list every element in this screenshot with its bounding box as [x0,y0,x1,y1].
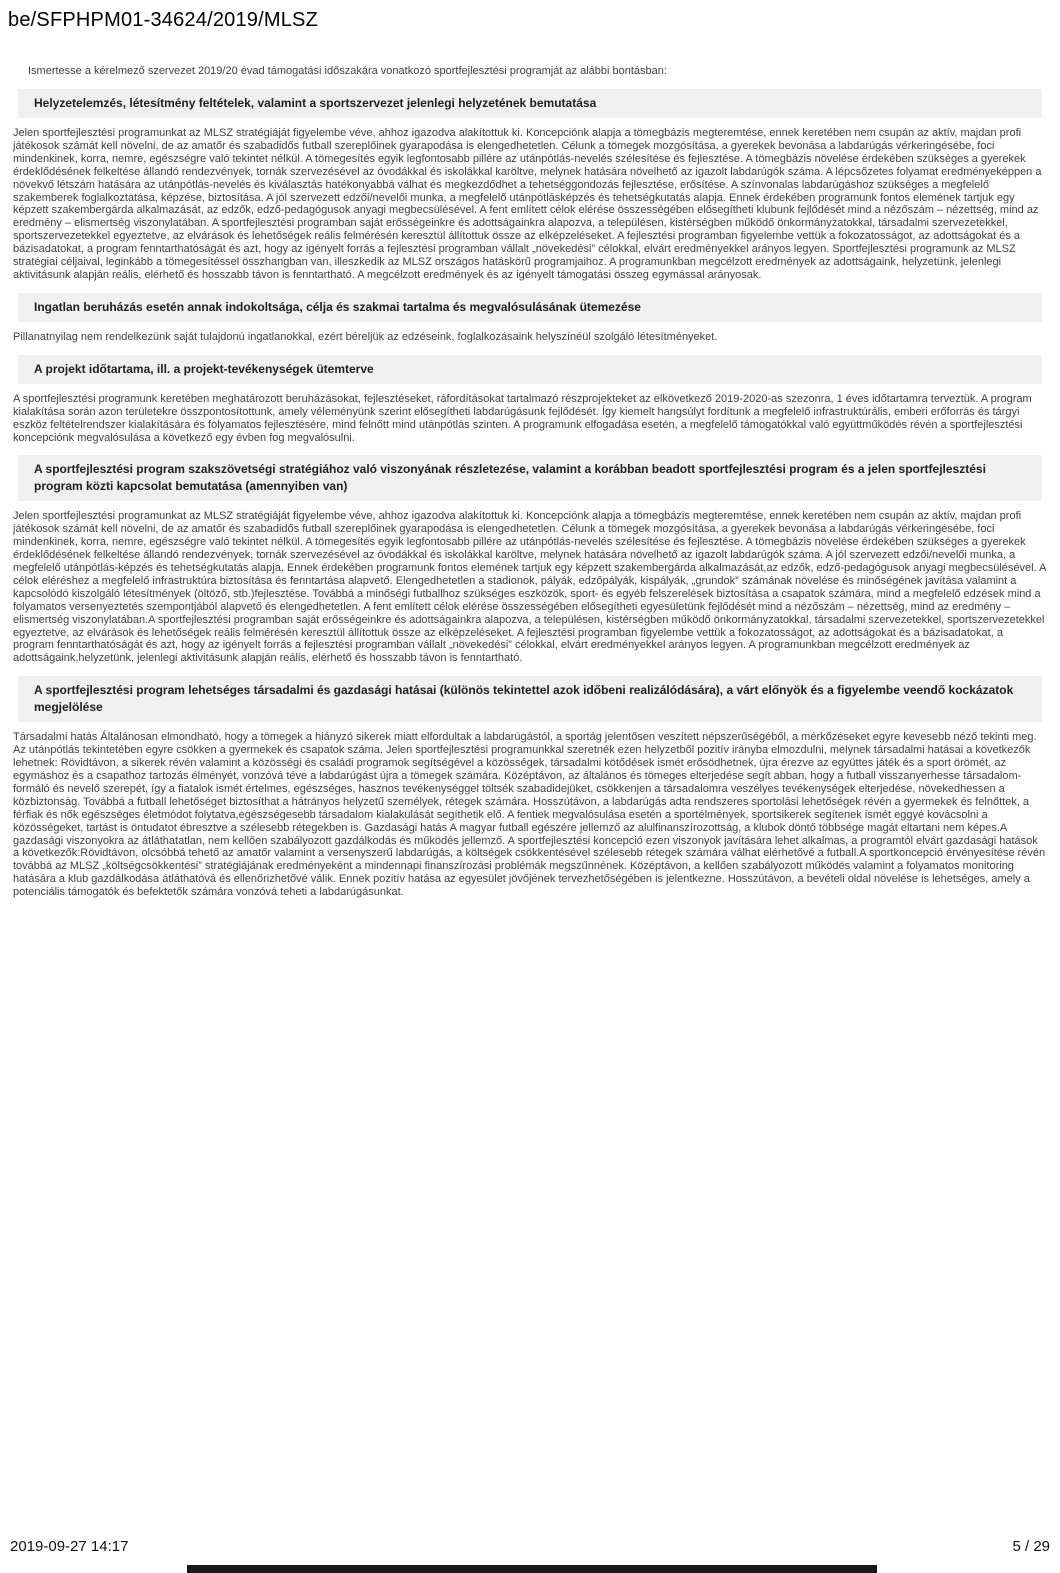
section-header: Ingatlan beruházás esetén annak indokoltsága, célja és szakmai tartalma és megvalósulásának ütemezése [18,293,1042,322]
section-header: A sportfejlesztési program lehetséges társadalmi és gazdasági hatásai (különös tekintettel azok időbeni realizálódására), a várt előnyök és a figyelembe veendő kockázatok megjelölése [18,676,1042,722]
section-header: Helyzetelemzés, létesítmény feltételek, valamint a sportszervezet jelenlegi helyzetének bemutatása [18,89,1042,118]
section-body: Jelen sportfejlesztési programunkat az MLSZ stratégiáját figyelembe véve, ahhoz igazodva alakítottuk ki. Koncepciónk alapja a tömegbázis megteremtése, ennek keretében nem csupán az aktív, majdan profi játékosok számát kell növelni, de az amatőr és szabadidős futball szereplőinek gyarapodása is elengedhetetlen. Célunk a tömegek mozgósítása, a gyerekek bevonása a labdarúgás vérkeringésébe, foci mindenkinek, korra, nemre, egészségre való tekintet nélkül. A tömegesítés egyik legfontosabb pillére az utánpótlás-nevelés szélesítése és fejlesztése. A tömegbázis növelése érdekében szükséges a gyerekek érdeklődésének felkeltése állandó rendezvények, tornák szervezésével az óvodákkal és iskolákkal karöltve, melynek hatására növelhető az igazolt labdarúgók száma. A jól szervezett edzői/nevelői munka, a megfelelő utánpótlás-képzés és tehetségkutatás alapja. Ennek érdekében programunk fontos elemének tartjuk egy képzett szakembergárda alkalmazását,az edzők, edző-pedagógusok anyagi megbecsülésével. A célok eléréshez a megfelelő infrastruktúra biztosítása és fenntartása alapvető. Elengedhetetlen a stadionok, pályák, edzőpályák, kispályák, „grundok” számának növelése és minőségének javítása valamint a kapcsolódó kiszolgáló létesítmények (öltöző, stb.)fejlesztése. Továbbá a minőségi futballhoz szükséges eszközök, sport- és egyéb felszerelések biztosítása a csapatok számára, mind a megfelelő edzések mind a folyamatos versenyeztetés szempontjából alapvető és elengedhetetlen. A fent említett célok elérése összességében elősegítheti egyesületünk fejlődését mind a nézőszám – nézettség, mind az eredmény – elismertség viszonylatában.A sportfejlesztési programban saját erősségeinkre és adottságainkra alapozva, a településen, kistérségben működő önkormányzatokkal, társadalmi szervezetekkel, sportszervezetekkel egyeztetve, az elvárások és lehetőségek reális felmérésén keresztül állítottuk össze az elképzeléseket. A fejlesztési programban figyelembe vettük a fokozatosságot, az adottságokat és a bázisadatokat, a program fenntarthatóságát és azt, hogy az igényelt forrás a fejlesztési programban vállalt „növekedési” célokkal, elvárt eredményekkel arányos legyen. A programunkban megcélzott eredmények az adottságaink,helyzetünk, jelenlegi aktivitásunk alapján reális, elérhető és hosszabb távon is fenntartható. [13,510,1046,665]
section-real-estate-investment [0,293,1060,344]
section-federation-strategy-relation [0,455,1060,665]
section-situation-analysis [0,89,1060,282]
section-body: Jelen sportfejlesztési programunkat az MLSZ stratégiáját figyelembe véve, ahhoz igazodva alakítottuk ki. Koncepciónk alapja a tömegbázis megteremtése, ennek keretében nem csupán az aktív, majdan profi játékosok számát kell növelni, de az amatőr és szabadidős futball szereplőinek gyarapodása is elengedhetetlen. Célunk a tömegek mozgósítása, a gyerekek bevonása a labdarúgás vérkeringésébe, foci mindenkinek, korra, nemre, egészségre való tekintet nélkül. A tömegesítés egyik legfontosabb pillére az utánpótlás-nevelés szélesítése és fejlesztése. A tömegbázis növelése érdekében szükséges a gyerekek érdeklődésének felkeltése állandó rendezvények, tornák szervezésével az óvodákkal és iskolákkal karöltve, melynek hatására növelhető az igazolt labdarúgók száma. A lépcsőzetes folyamat eredményeképpen a növekvő létszám hatására az utánpótlás-nevelés és kiválasztás hatékonyabbá válhat és megkezdődhet a tehetséggondozás fejlesztése, erősítése. A színvonalas labdarúgáshoz szükséges a megfelelő szakemberek foglalkoztatása, képzése, biztosítása. A jól szervezett edzői/nevelői munka, a megfelelő utánpótlásképzés és tehetségkutatás alapja. Ennek érdekében programunk fontos elemének tartjuk egy képzett szakembergárda alkalmazását, az edzők, edző-pedagógusok anyagi megbecsülésével. A fent említett célok elérése összességében elősegítheti klubunk fejlődését mind a nézőszám – nézettség, mind az eredmény – elismertség viszonylatában. A sportfejlesztési programban saját erősségeinkre és adottságainkra alapozva, a településen, kistérségben működő önkormányzatokkal, társadalmi szervezetekkel, sportszervezetekkel egyeztetve, az elvárások és lehetőségek reális felmérésén keresztül állítottuk össze az elképzeléseket. A fejlesztési programban figyelembe vettük a fokozatosságot, az adottságokat és a bázisadatokat, a program fenntarthatóságát és azt, hogy az igényelt forrás a fejlesztési programban vállalt „növekedési” célokkal, elvárt eredményekkel arányos legyen. Sportfejlesztési programunk az MLSZ stratégiai céljaival, leginkább a tömegesítéssel összhangban van, illeszkedik az MLSZ országos hatáskörű programjaihoz. A programunkban megcélzott eredmények az adottságaink, helyzetünk, jelenlegi aktivitásunk alapján reális, elérhető és hosszabb távon is fenntartható. A megcélzott eredmények és az igényelt támogatási összeg egymással arányosak. [13,127,1042,281]
section-body: Pillanatnyilag nem rendelkezünk saját tulajdonú ingatlanokkal, ezért béreljük az edzéseink, foglalkozásaink helyszínéül szolgáló létesítményeket. [13,330,718,343]
section-project-timeline [0,355,1060,445]
footer-timestamp: 2019-09-27 14:17 [10,1538,129,1555]
section-body: Társadalmi hatás Általánosan elmondható, hogy a tömegek a hiányzó sikerek miatt elfordultak a labdarúgástól, a sportág jelentősen veszített népszerűségéből, a mérkőzéseket egyre kevesebb néző tekinti meg. Az utánpótlás tekintetében egyre csökken a gyermekek és csapatok száma. Jelen sportfejlesztési programunkkal szeretnék ezen helyzetből pozitív irányba elmozdulni, melynek társadalmi hatásai a következők lehetnek: Rövidtávon, a sikerek révén valamint a közösségi és családi programok segítségével a közösségek, társadalmi kötődések ismét erősödhetnek, újra érezve az együttes játék és a sport örömét, az egymáshoz és a csapathoz tartozás élményét, vonzóvá téve a labdarúgást újra a tömegek számára. Középtávon, az általános és tömeges elterjedése segít abban, hogy a futball visszanyerhesse társadalom-formáló és nevelő szerepét, így a fiatalok ismét értelmes, egészséges, hasznos tevékenységgel töltsék szabadidejüket, csökkenjen a társadalomra veszélyes tevékenységek elterjedése, növekedhessen a közbiztonság. Továbbá a futball lehetőséget biztosíthat a hátrányos helyzetű személyek, rétegek számára. Hosszútávon, a labdarúgás adta rendszeres sportolási lehetőségek révén a gyermekek és felnőttek, a férfiak és nők egészséges életmódot folytatva,egészségesebb társadalom kialakulását segíthetik elő. A fentiek megvalósulása esetén a sportélmények, sportsikerek segítenek ismét eggyé kovácsolni a közösségeket, tartást is öntudatot ébresztve a szélesebb rétegekben is. Gazdasági hatás A magyar futball egészére jellemző az alulfinanszírozottság, a klubok döntő többsége magát eltartani nem képes.A gazdasági viszonyokra az átláthatatlan, nem kellően szabályozott gazdálkodás és működés jellemző. A sportfejlesztési koncepció ezen viszonyok javítására lehet alkalmas, a programtól elvárt gazdasági hatások a következők:Rövidtávon, olcsóbbá tehető az amatőr valamint a versenyszerű labdarúgás, a költségek csökkentésével szélesebb rétegek számára válhat elérhetővé a futball.A sportkoncepció érvényesítése révén továbbá az MLSZ „költségcsökkentési” stratégiájának eredményeként a mindennapi finanszírozási problémák megszűnnének. Középtávon, a kellően szabályozott működés valamint a folyamatos monitoring hatására a klub gazdálkodása átláthatóvá és ellenőrizhetővé válik. Ennek pozitív hatása az egyesület jövőjének tervezhetőségében is jelentkezne. Hosszútávon, a bevételi oldal növelése is lehetséges, amely a potenciális támogatók és befektetők számára vonzóvá teheti a labdarúgásunkat. [13,731,1046,899]
section-social-economic-impact [0,676,1060,899]
section-header: A sportfejlesztési program szakszövetségi stratégiához való viszonyának részletezése, valamint a korábban beadott sportfejlesztési program és a jelen sportfejlesztési program közti kapcsolat bemutatása (amennyiben van) [18,455,1042,501]
section-header: A projekt időtartama, ill. a projekt-tevékenységek ütemterve [18,355,1042,384]
footer-page-number: 5 / 29 [1012,1538,1050,1555]
section-body: A sportfejlesztési programunk keretében meghatározott beruházásokat, fejlesztéseket, ráfordításokat tartalmazó részprojekteket az elkövetkező 2019-2020-as szezonra, 1 éves időtartamra terveztük. A program kialakítása során azon területekre összpontosítottunk, amely véleményünk szerint elősegítheti labdarúgásunk fejlődését. Így kiemelt hangsúlyt fordítunk a megfelelő infrastruktúrális, emberi erőforrás és tárgyi eszköz feltételrendszer kialakítására és folyamatos fejlesztésére, mind felnőtt mind utánpótlás szinten. A programunk elfogadása esetén, a megfelelő támogatókkal való együttműködés révén a sportfejlesztési koncepciónk megvalósulása a következő egy évben fog megvalósulni. [13,392,1032,444]
document-reference: be/SFPHPM01-34624/2019/MLSZ [8,9,319,31]
bottom-edge-bar [187,1565,877,1573]
intro-text: Ismertesse a kérelmező szervezet 2019/20 évad támogatási időszakára vonatkozó sportfejlesztési programját az alábbi bontásban: [28,65,667,77]
page-footer [10,1538,1050,1555]
